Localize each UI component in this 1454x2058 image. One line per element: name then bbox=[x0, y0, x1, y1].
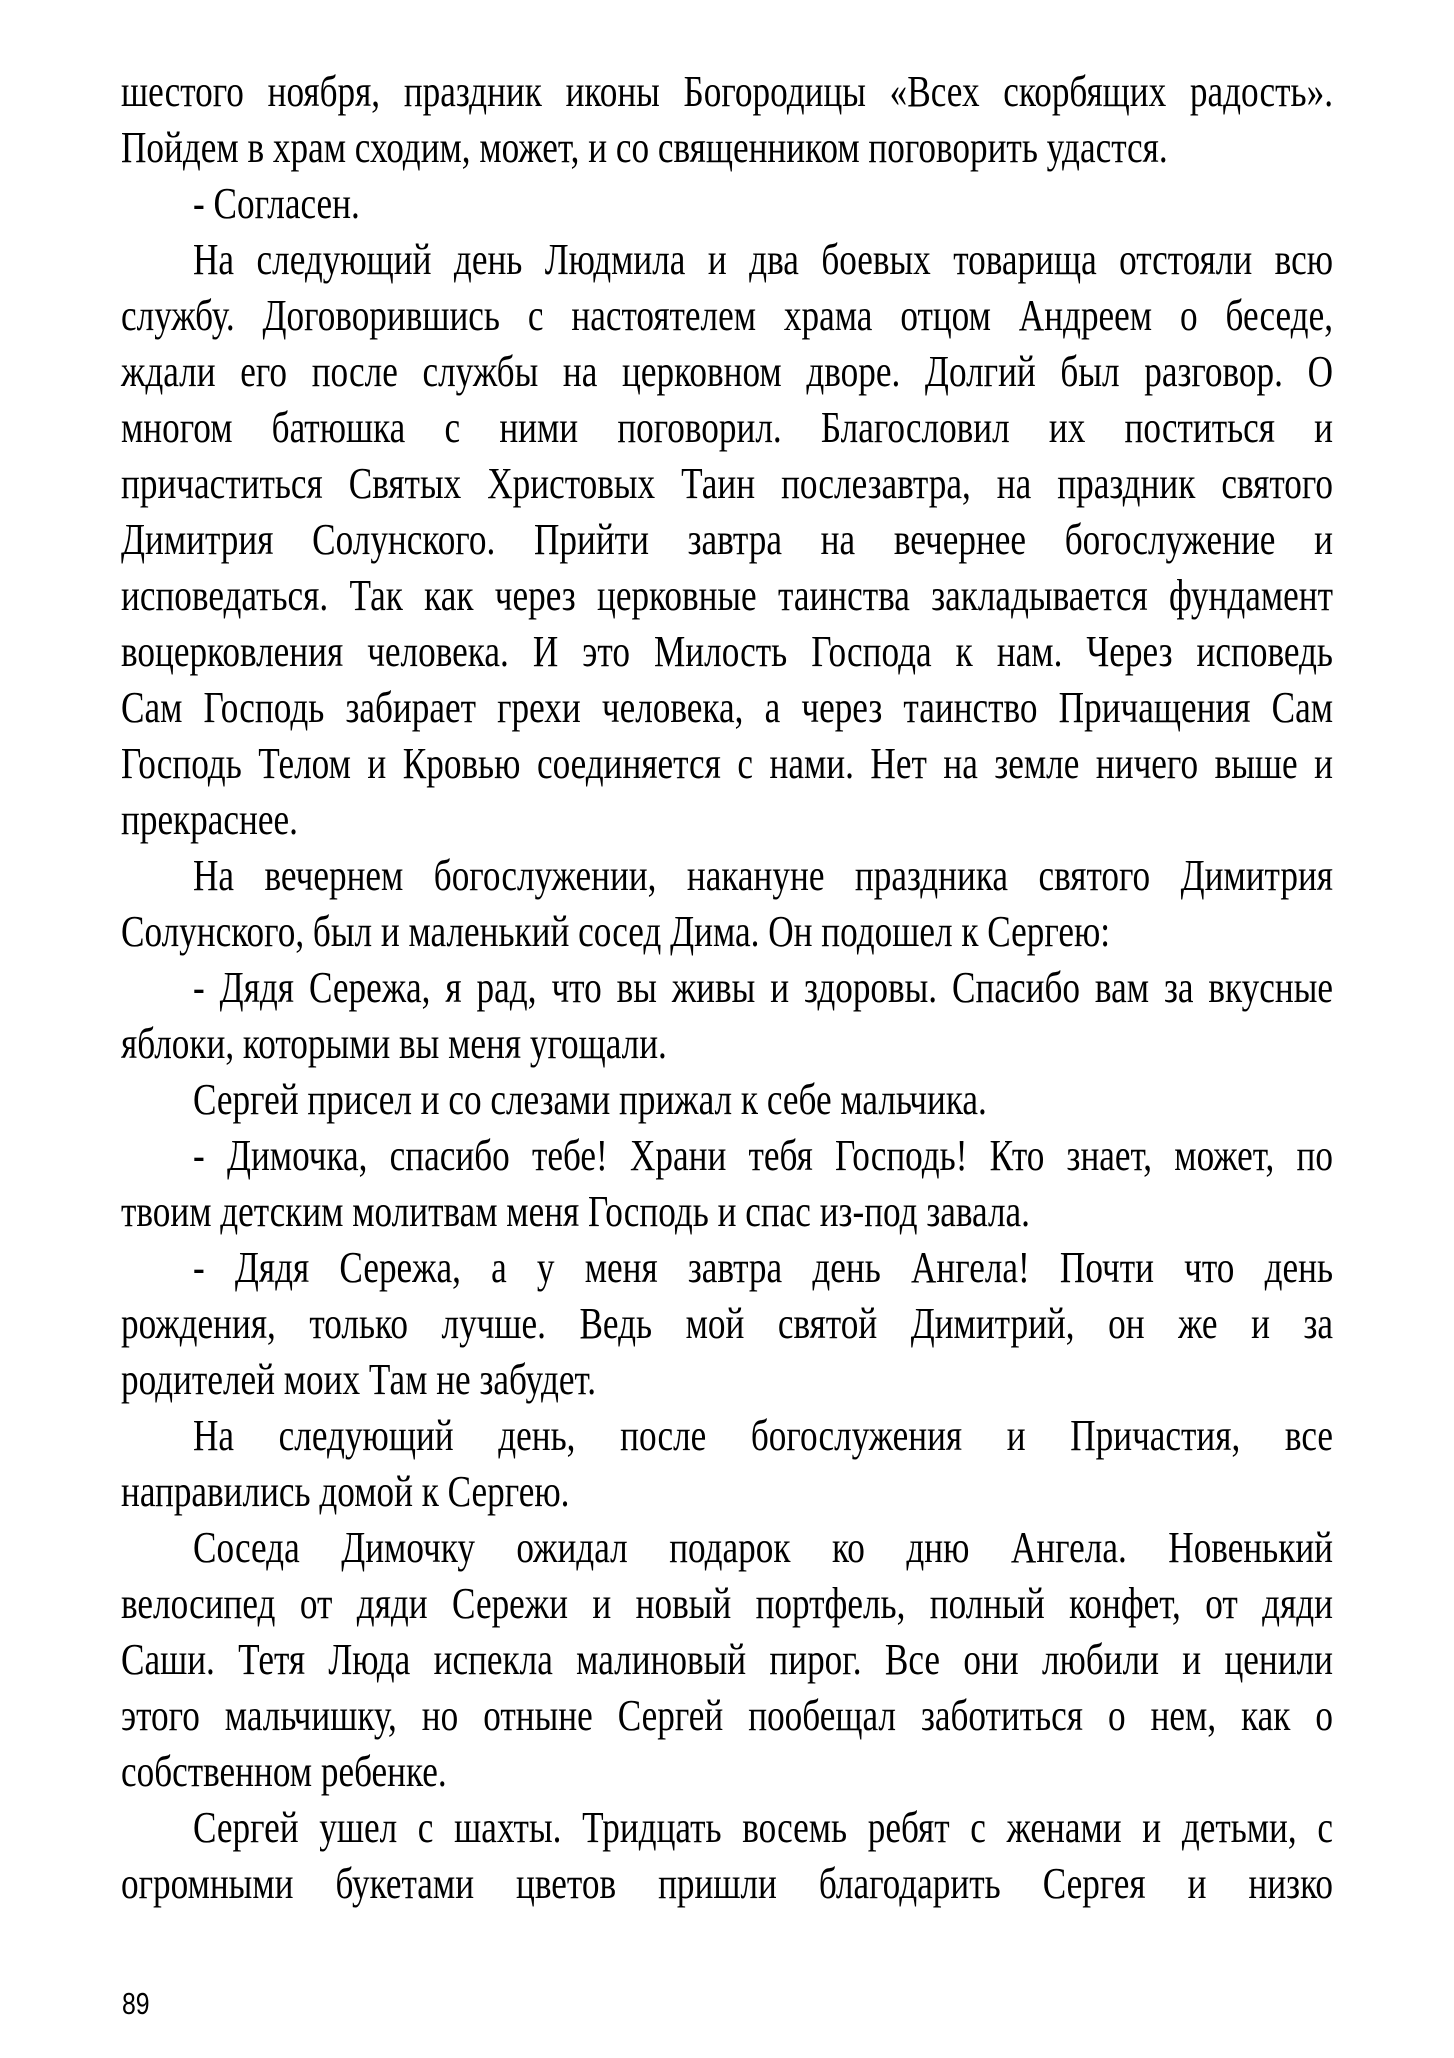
text-line: шестого ноября, праздник иконы Богородицы «Всех скорбящих радость». bbox=[121, 67, 1333, 116]
paragraph bbox=[121, 960, 1333, 1072]
text-line: собственном ребенке. bbox=[121, 1747, 447, 1796]
paragraph bbox=[121, 176, 1333, 232]
text-line: многом батюшка с ними поговорил. Благословил их поститься и bbox=[121, 403, 1333, 452]
paragraph bbox=[121, 848, 1333, 960]
text-line: велосипед от дяди Сережи и новый портфель, полный конфет, от дяди bbox=[121, 1579, 1333, 1628]
text-line: исповедаться. Так как через церковные таинства закладывается фундамент bbox=[121, 571, 1333, 620]
paragraph bbox=[121, 1128, 1333, 1240]
text-line: На следующий день, после богослужения и Причастия, все bbox=[193, 1411, 1333, 1460]
paragraph bbox=[121, 232, 1333, 848]
paragraph bbox=[121, 64, 1333, 176]
paragraph bbox=[121, 1520, 1333, 1800]
text-line: прекраснее. bbox=[121, 795, 298, 844]
text-line: Димитрия Солунского. Прийти завтра на вечернее богослужение и bbox=[121, 515, 1333, 564]
text-line: твоим детским молитвам меня Господь и спас из-под завала. bbox=[121, 1187, 1030, 1236]
text-line: Соседа Димочку ожидал подарок ко дню Ангела. Новенький bbox=[193, 1523, 1333, 1572]
text-line: На следующий день Людмила и два боевых товарища отстояли всю bbox=[193, 235, 1333, 284]
paragraph bbox=[121, 1240, 1333, 1408]
text-line: этого мальчишку, но отныне Сергей пообещал заботиться о нем, как о bbox=[121, 1691, 1333, 1740]
text-line: яблоки, которыми вы меня угощали. bbox=[121, 1019, 667, 1068]
text-line: службу. Договорившись с настоятелем храма отцом Андреем о беседе, bbox=[121, 291, 1333, 340]
text-line: рождения, только лучше. Ведь мой святой Димитрий, он же и за bbox=[121, 1299, 1333, 1348]
text-line: Сергей ушел с шахты. Тридцать восемь ребят с женами и детьми, с bbox=[193, 1803, 1333, 1852]
text-line: На вечернем богослужении, накануне праздника святого Димитрия bbox=[193, 851, 1333, 900]
text-line: огромными букетами цветов пришли благодарить Сергея и низко bbox=[121, 1859, 1333, 1908]
text-line: воцерковления человека. И это Милость Господа к нам. Через исповедь bbox=[121, 627, 1333, 676]
text-line: Солунского, был и маленький сосед Дима. Он подошел к Сергею: bbox=[121, 907, 1111, 956]
text-line: направились домой к Сергею. bbox=[121, 1467, 570, 1516]
page-number: 89 bbox=[122, 1986, 150, 2021]
text-line: Господь Телом и Кровью соединяется с нами. Нет на земле ничего выше и bbox=[121, 739, 1333, 788]
text-line: Сергей присел и со слезами прижал к себе мальчика. bbox=[193, 1075, 987, 1124]
text-line: причаститься Святых Христовых Таин послезавтра, на праздник святого bbox=[121, 459, 1333, 508]
text-line: - Согласен. bbox=[193, 179, 360, 228]
text-line: Сам Господь забирает грехи человека, а через таинство Причащения Сам bbox=[121, 683, 1333, 732]
paragraph bbox=[121, 1800, 1333, 1912]
text-line: Пойдем в храм сходим, может, и со священником поговорить удастся. bbox=[121, 123, 1168, 172]
text-line: - Дядя Сережа, а у меня завтра день Ангела! Почти что день bbox=[193, 1243, 1333, 1292]
text-line: родителей моих Там не забудет. bbox=[121, 1355, 597, 1404]
text-line: - Дядя Сережа, я рад, что вы живы и здоровы. Спасибо вам за вкусные bbox=[193, 963, 1333, 1012]
page-text bbox=[121, 64, 1333, 1912]
text-line: ждали его после службы на церковном дворе. Долгий был разговор. О bbox=[121, 347, 1333, 396]
text-line: Саши. Тетя Люда испекла малиновый пирог. Все они любили и ценили bbox=[121, 1635, 1333, 1684]
text-line: - Димочка, спасибо тебе! Храни тебя Господь! Кто знает, может, по bbox=[193, 1131, 1333, 1180]
paragraph bbox=[121, 1072, 1333, 1128]
paragraph bbox=[121, 1408, 1333, 1520]
